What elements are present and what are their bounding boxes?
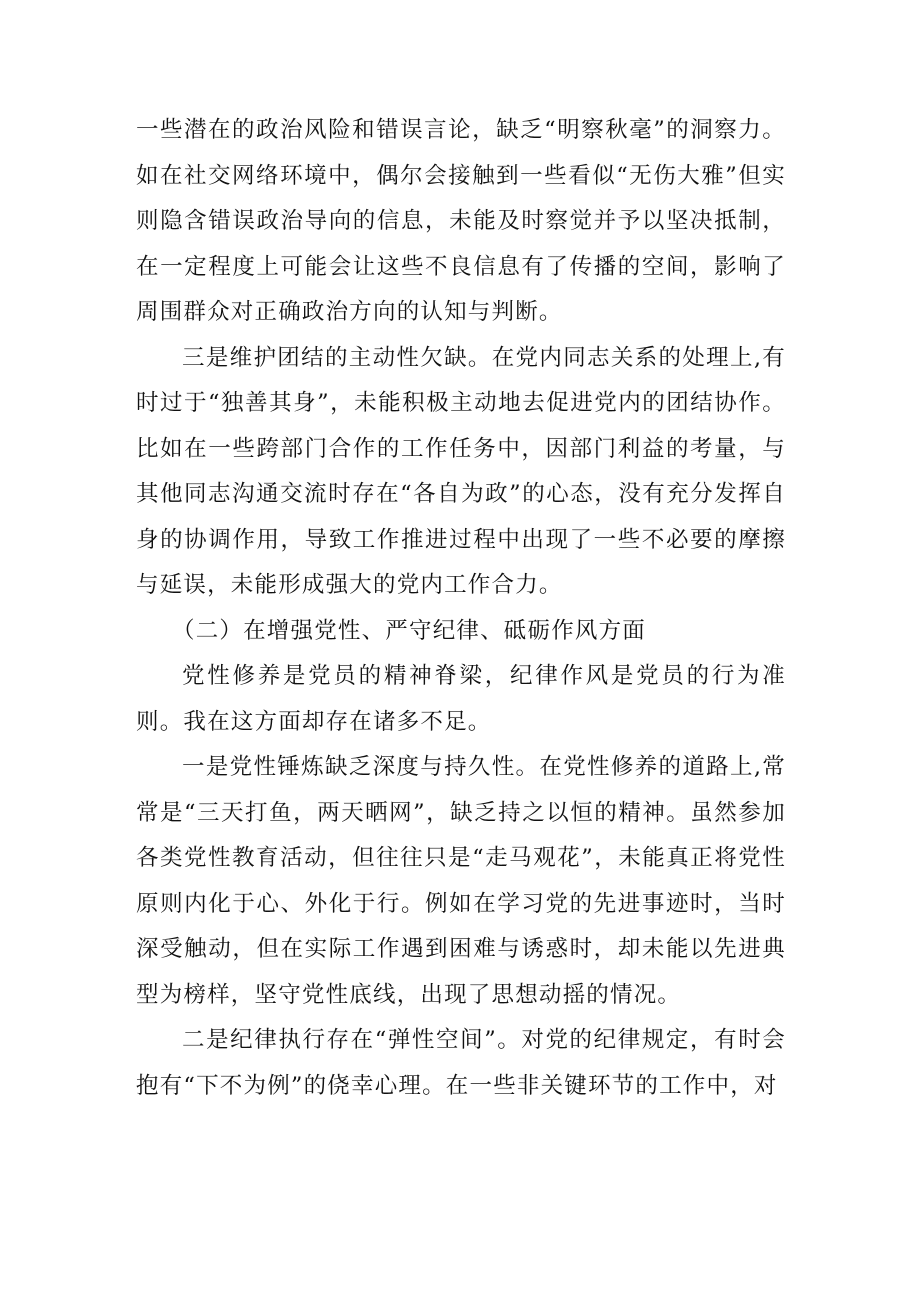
section-heading: （二）在增强党性、严守纪律、砥砺作风方面 [172, 617, 647, 644]
paragraph-discipline: 二是纪律执行存在“弹性空间”。对党的纪律规定，有时会抱有“下不为例”的侥幸心理。在一些非关键环节的工作中，对 [136, 1027, 786, 1099]
paragraph-party-spirit-intro: 党性修养是党员的精神脊梁，纪律作风是党员的行为准则。我在这方面却存在诸多不足。 [136, 663, 786, 735]
paragraph-continuation: 一些潜在的政治风险和错误言论，缺乏“明察秋毫”的洞察力。如在社交网络环境中，偶尔会接触到一些看似“无伤大雅”但实则隐含错误政治导向的信息，未能及时察觉并予以坚决抵制，在一定程度上可能会让这些不良信息有了传播的空间，影响了周围群众对正确政治方向的认知与判断。 [136, 117, 786, 325]
paragraph-unity: 三是维护团结的主动性欠缺。在党内同志关系的处理上,有时过于“独善其身”，未能积极主动地去促进党内的团结协作。比如在一些跨部门合作的工作任务中，因部门利益的考量，与其他同志沟通交流时存在“各自为政”的心态，没有充分发挥自身的协调作用，导致工作推进过程中出现了一些不必要的摩擦与延误，未能形成强大的党内工作合力。 [136, 344, 786, 598]
document-body [136, 108, 786, 1109]
paragraph-party-spirit-training: 一是党性锤炼缺乏深度与持久性。在党性修养的道路上,常常是“三天打鱼，两天晒网”，缺乏持之以恒的精神。虽然参加各类党性教育活动，但往往只是“走马观花”，未能真正将党性原则内化于心、外化于行。例如在学习党的先进事迹时，当时深受触动，但在实际工作遇到困难与诱惑时，却未能以先进典型为榜样，坚守党性底线，出现了思想动摇的情况。 [136, 754, 786, 1008]
